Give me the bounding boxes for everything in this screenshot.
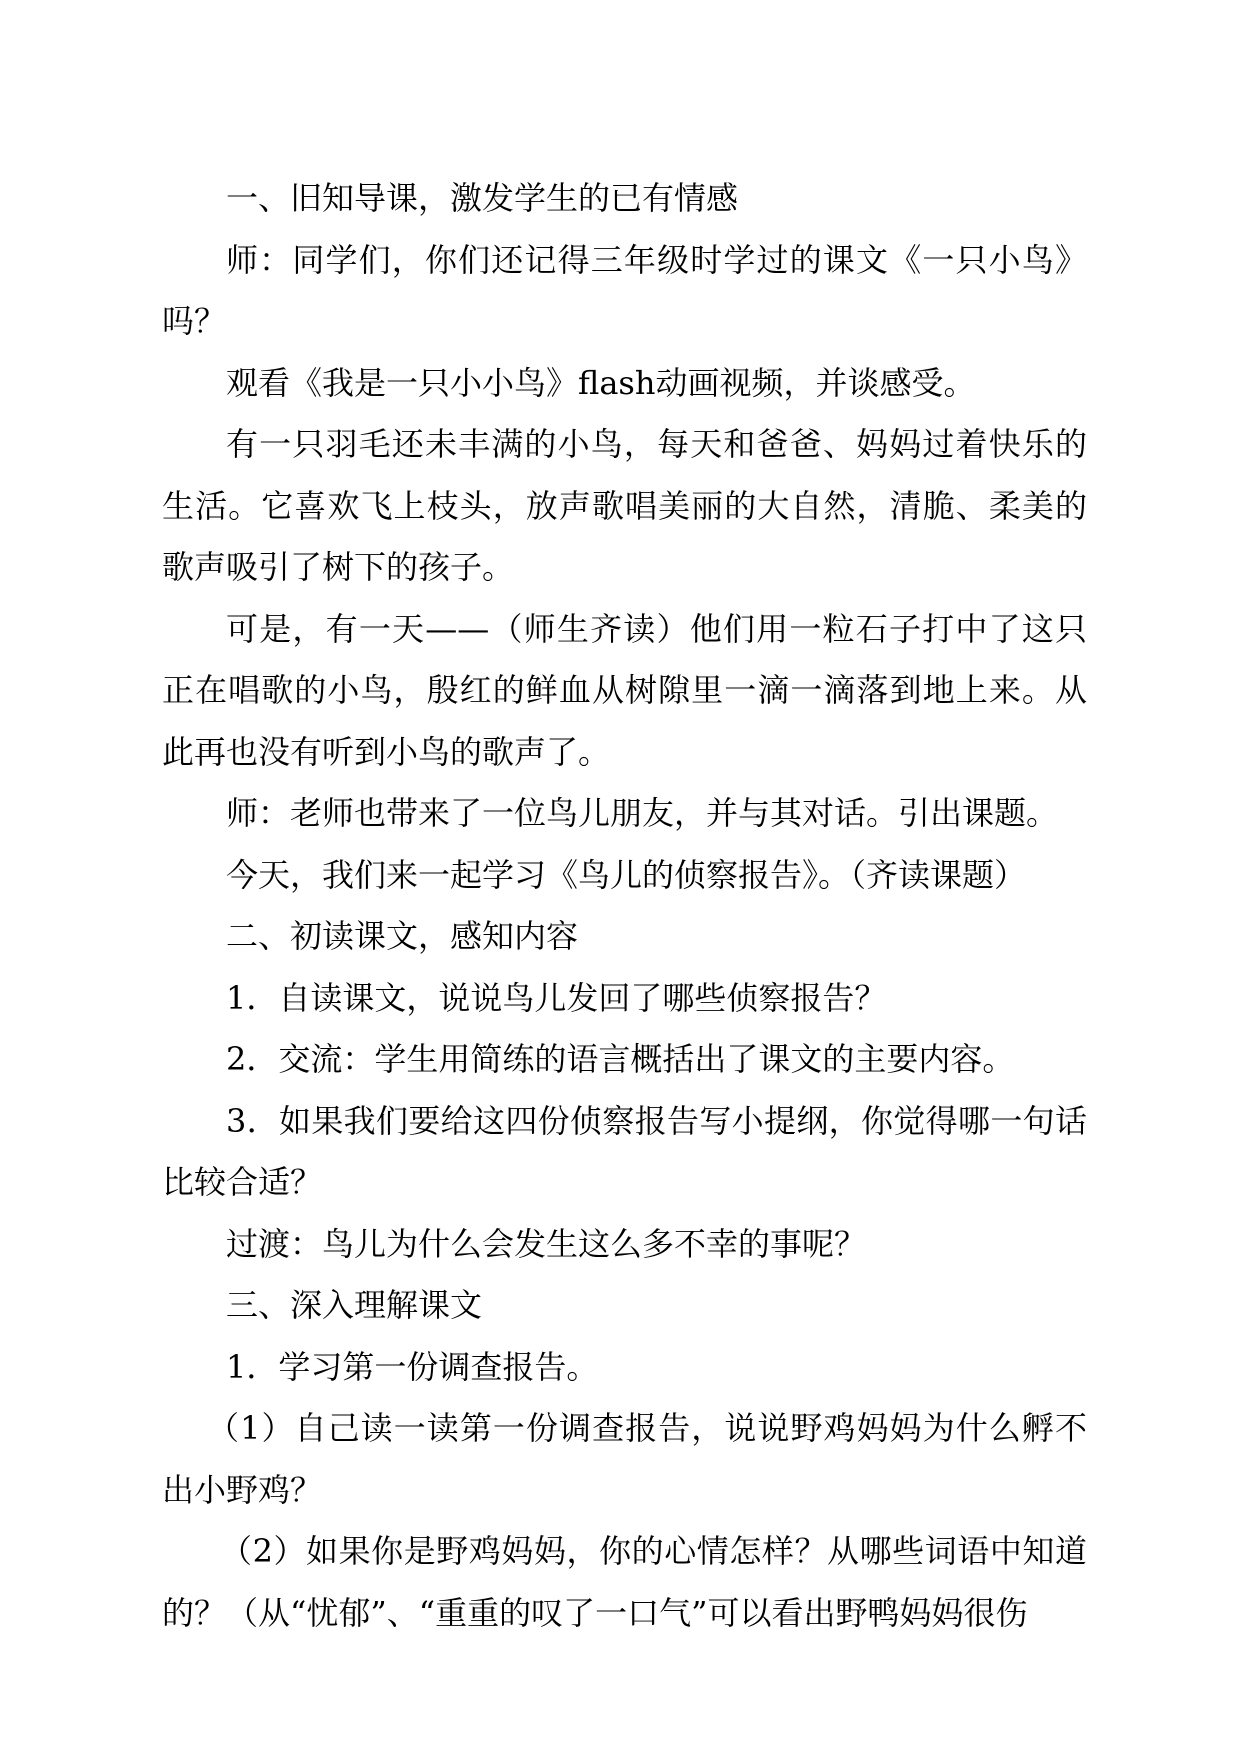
section-heading-3: 三、深入理解课文 xyxy=(226,1286,483,1324)
section-heading-1: 一、旧知导课，激发学生的已有情感 xyxy=(226,179,739,217)
sub-list-item: （1）自己读一读第一份调查报告，说说野鸡妈妈为什么孵不出小野鸡？ xyxy=(162,1409,1087,1509)
paragraph: 师：同学们，你们还记得三年级时学过的课文《一只小鸟》吗？ xyxy=(162,240,1087,340)
list-item: 2．交流：学生用简练的语言概括出了课文的主要内容。 xyxy=(226,1040,1015,1078)
section-heading-2: 二、初读课文，感知内容 xyxy=(226,917,579,955)
list-item: 1．学习第一份调查报告。 xyxy=(226,1347,599,1386)
list-item: 3．如果我们要给这四份侦察报告写小提纲，你觉得哪一句话比较合适？ xyxy=(162,1101,1087,1201)
list-item: 1．自读课文，说说鸟儿发回了哪些侦察报告？ xyxy=(226,978,887,1017)
sub-list-item: （2）如果你是野鸡妈妈，你的心情怎样？从哪些词语中知道的？（从“忧郁”、“重重的叹了一口气”可以看出野鸭妈妈很伤 xyxy=(162,1532,1087,1632)
paragraph: 今天，我们来一起学习《鸟儿的侦察报告》。（齐读课题） xyxy=(226,855,1027,894)
paragraph: 有一只羽毛还未丰满的小鸟，每天和爸爸、妈妈过着快乐的生活。它喜欢飞上枝头，放声歌唱美丽的大自然，清脆、柔美的歌声吸引了树下的孩子。 xyxy=(162,425,1087,586)
paragraph: 可是，有一天——（师生齐读）他们用一粒石子打中了这只正在唱歌的小鸟，殷红的鲜血从树隙里一滴一滴落到地上来。从此再也没有听到小鸟的歌声了。 xyxy=(162,609,1087,771)
paragraph: 过渡：鸟儿为什么会发生这么多不幸的事呢？ xyxy=(226,1224,867,1263)
paragraph: 师：老师也带来了一位鸟儿朋友，并与其对话。引出课题。 xyxy=(226,794,1059,832)
paragraph: 观看《我是一只小小鸟》flash动画视频，并谈感受。 xyxy=(226,363,976,402)
document-body xyxy=(162,168,1087,1644)
